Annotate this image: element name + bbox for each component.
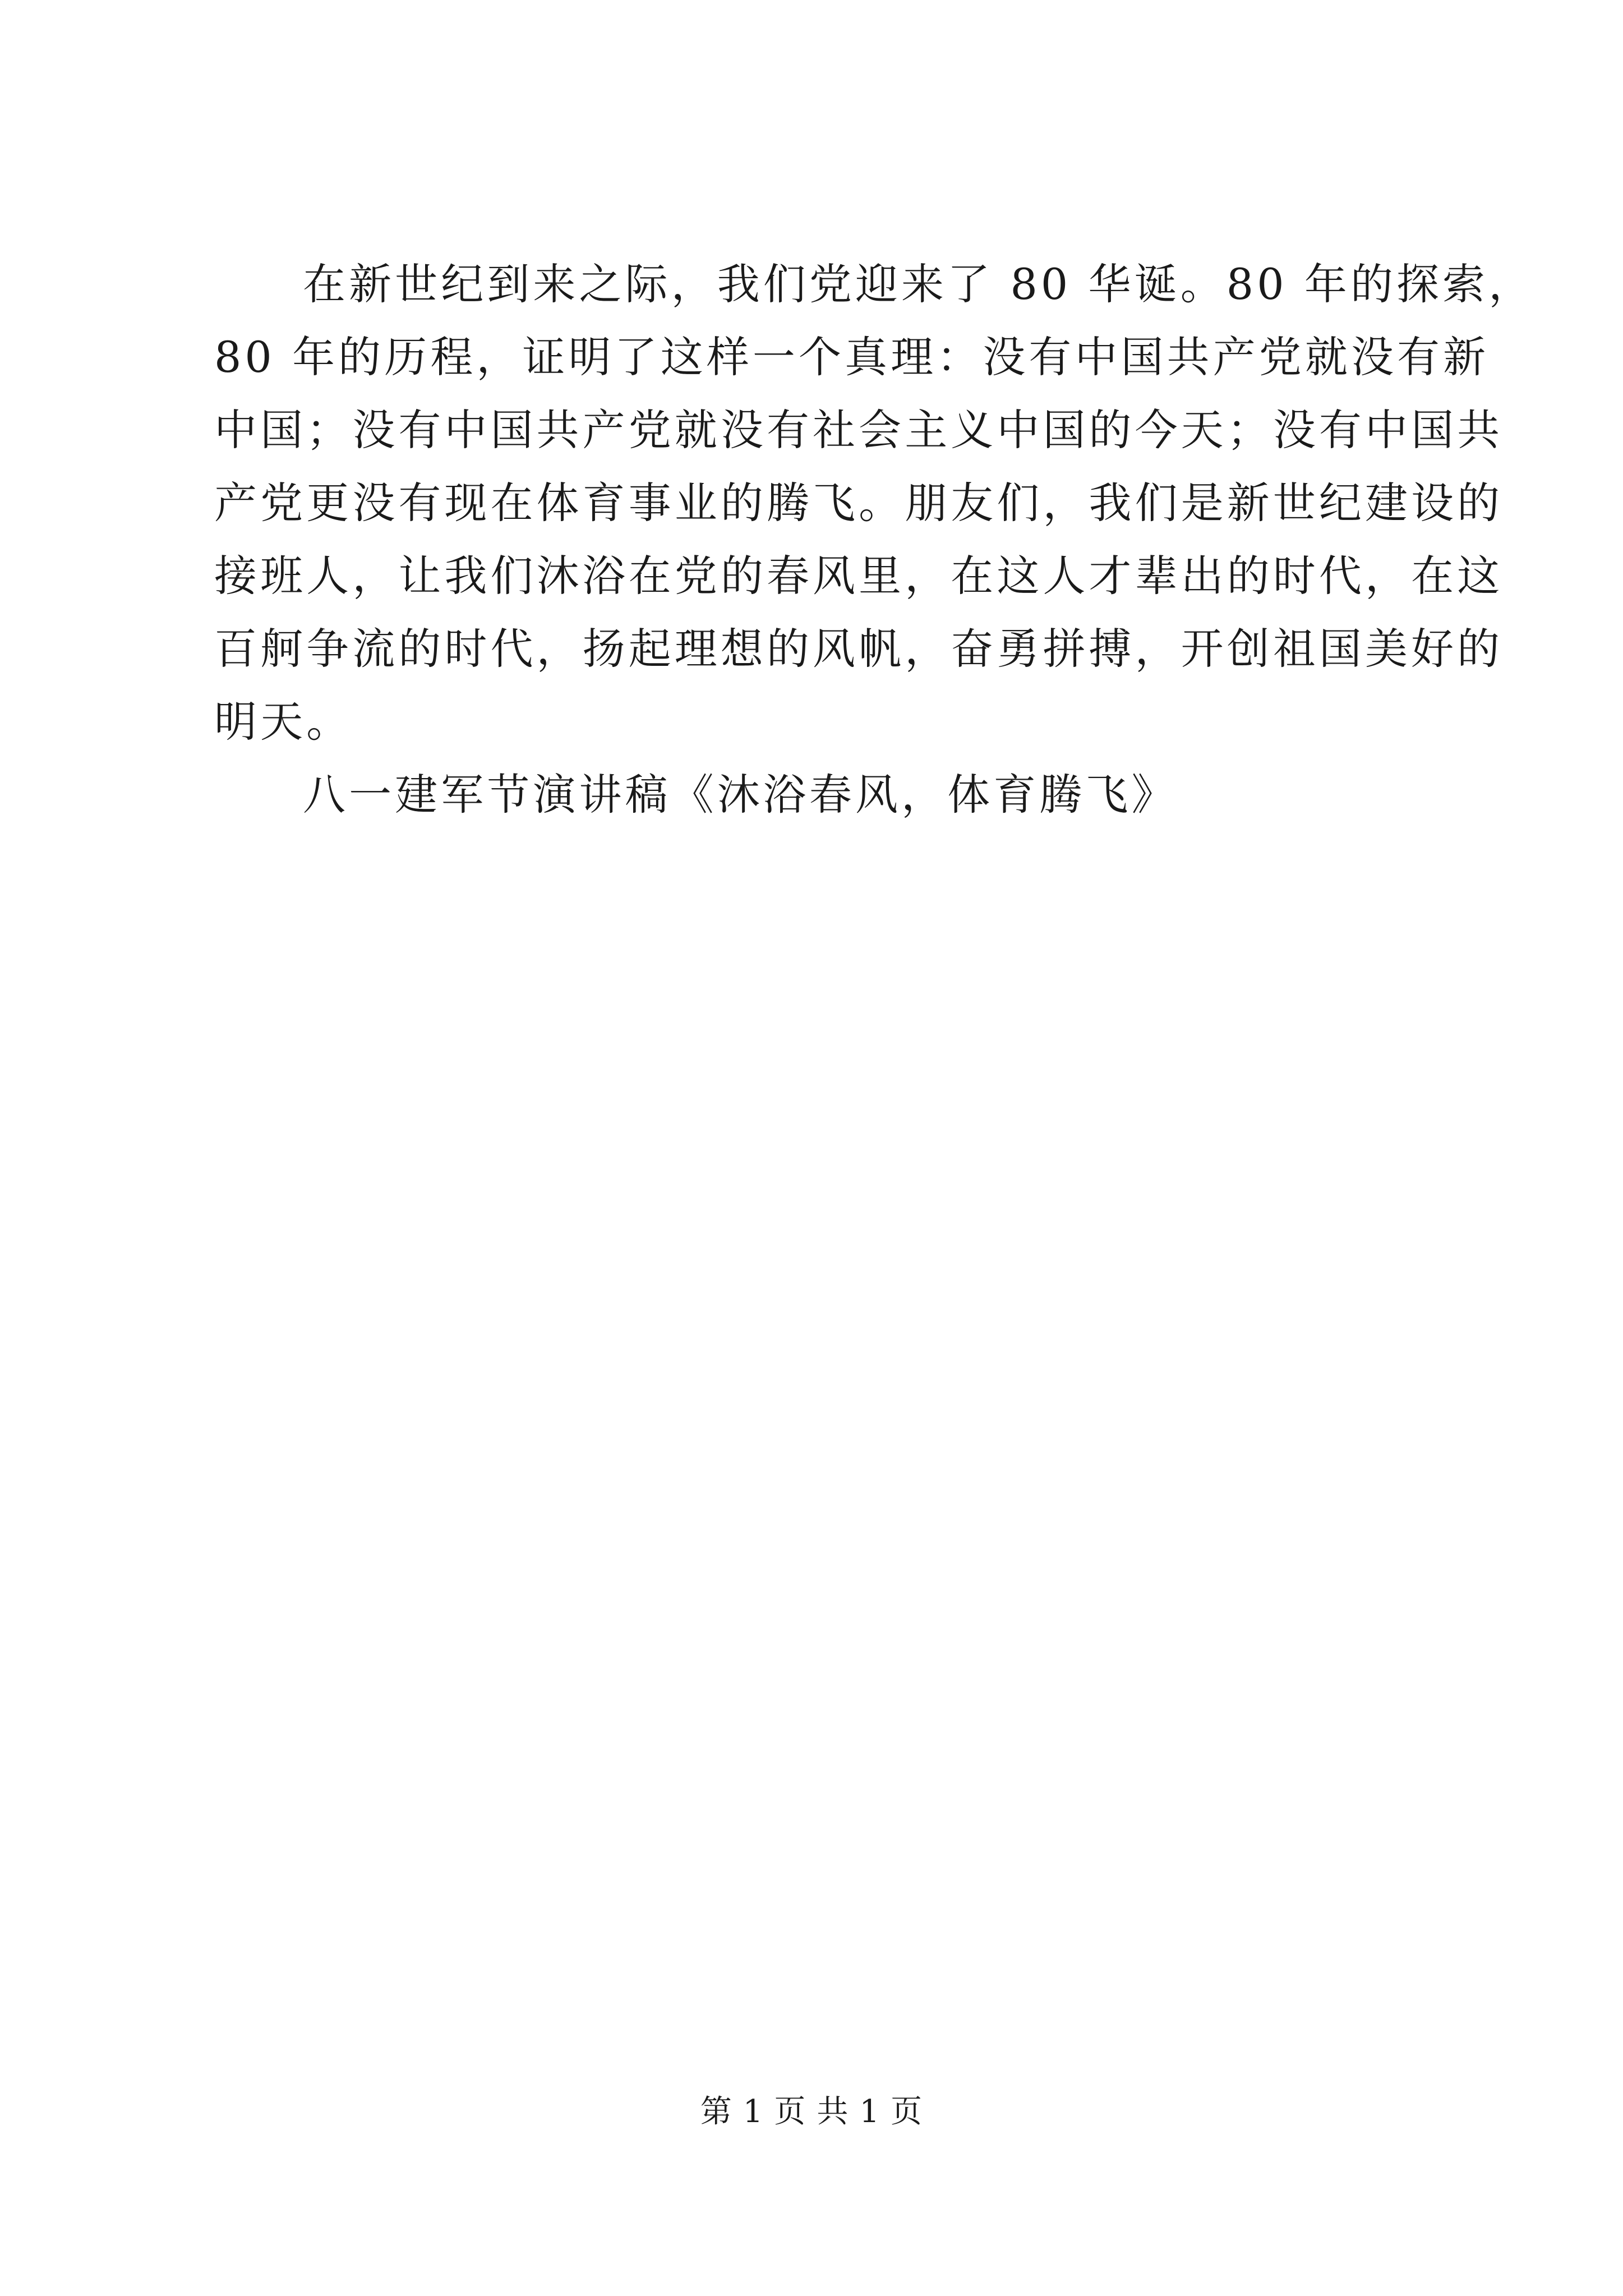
paragraph-line: 中国；没有中国共产党就没有社会主义中国的今天；没有中国共 xyxy=(214,405,1504,455)
speech-title-line: 八一建军节演讲稿《沐浴春风，体育腾飞》 xyxy=(303,770,1178,820)
paragraph-line: 80 年的历程，证明了这样一个真理：没有中国共产党就没有新 xyxy=(214,332,1490,382)
paragraph-line: 明天。 xyxy=(214,697,353,747)
document-body xyxy=(214,248,1535,831)
page-footer: 第 1 页 共 1 页 xyxy=(700,2093,923,2130)
paragraph-line: 在新世纪到来之际，我们党迎来了 80 华诞。80 年的探索， xyxy=(303,259,1535,309)
paragraph-line: 百舸争流的时代，扬起理想的风帆，奋勇拼搏，开创祖国美好的 xyxy=(214,624,1504,674)
paragraph-line: 接班人，让我们沐浴在党的春风里，在这人才辈出的时代，在这 xyxy=(214,551,1504,601)
paragraph-line: 产党更没有现在体育事业的腾飞。朋友们，我们是新世纪建设的 xyxy=(214,478,1504,528)
